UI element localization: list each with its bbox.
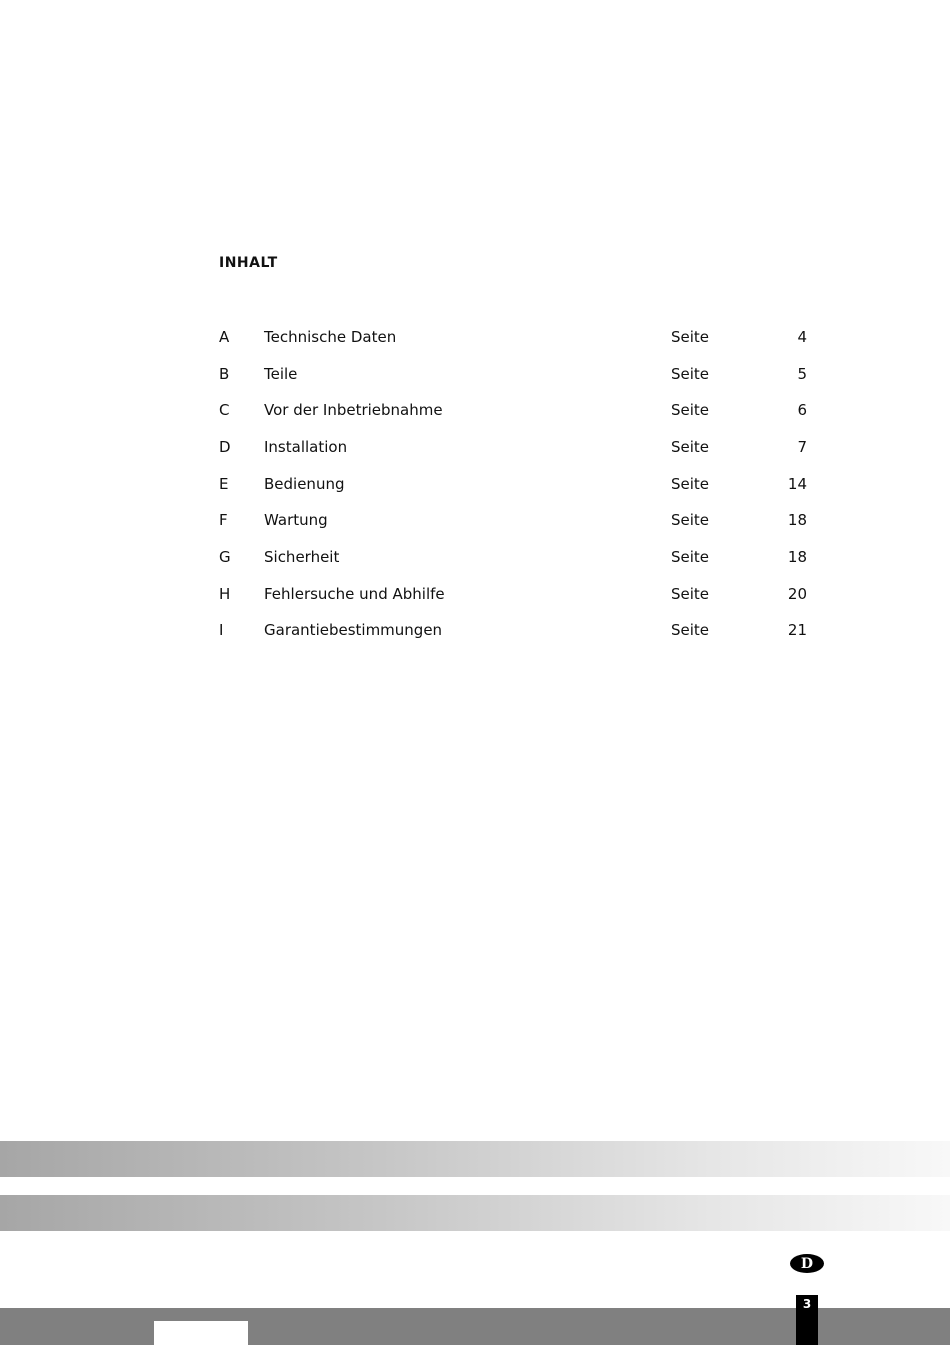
toc-seite: Seite (671, 438, 710, 456)
toc-label: Fehlersuche und Abhilfe (264, 585, 445, 603)
toc-row (0, 511, 950, 535)
toc-page-number: 5 (797, 365, 807, 383)
toc-seite: Seite (671, 401, 710, 419)
toc-page-number: 7 (797, 438, 807, 456)
toc-seite: Seite (671, 585, 710, 603)
page-number: 3 (796, 1295, 818, 1345)
toc-label: Garantiebestimmungen (264, 621, 443, 639)
toc-row (0, 548, 950, 572)
toc-page-number: 4 (797, 328, 807, 346)
toc-row (0, 438, 950, 462)
toc-page-number: 18 (787, 511, 807, 529)
language-badge: D (790, 1254, 824, 1273)
toc-row (0, 401, 950, 425)
page-title: INHALT (219, 255, 278, 271)
toc-row (0, 475, 950, 499)
decorative-band-top (0, 1141, 950, 1177)
toc-seite: Seite (671, 548, 710, 566)
toc-label: Vor der Inbetriebnahme (264, 401, 443, 419)
toc-label: Teile (264, 365, 298, 383)
toc-seite: Seite (671, 365, 710, 383)
toc-seite: Seite (671, 475, 710, 493)
toc-letter: I (219, 621, 224, 639)
toc-letter: A (219, 328, 230, 346)
toc-label: Sicherheit (264, 548, 340, 566)
toc-letter: G (219, 548, 231, 566)
toc-letter: E (219, 475, 229, 493)
toc-page-number: 14 (787, 475, 807, 493)
toc-seite: Seite (671, 621, 710, 639)
toc-row (0, 621, 950, 645)
toc-label: Technische Daten (264, 328, 397, 346)
toc-page-number: 6 (797, 401, 807, 419)
toc-page-number: 20 (787, 585, 807, 603)
toc-page-number: 18 (787, 548, 807, 566)
toc-letter: C (219, 401, 230, 419)
toc-row (0, 585, 950, 609)
toc-label: Wartung (264, 511, 328, 529)
toc-label: Bedienung (264, 475, 345, 493)
toc-row (0, 328, 950, 352)
toc-letter: D (219, 438, 231, 456)
toc-label: Installation (264, 438, 348, 456)
toc-letter: B (219, 365, 230, 383)
toc-letter: F (219, 511, 228, 529)
footer-white-block (154, 1321, 248, 1345)
toc-letter: H (219, 585, 231, 603)
toc-row (0, 365, 950, 389)
toc-seite: Seite (671, 328, 710, 346)
toc-page-number: 21 (787, 621, 807, 639)
toc-seite: Seite (671, 511, 710, 529)
decorative-band-bottom (0, 1195, 950, 1231)
